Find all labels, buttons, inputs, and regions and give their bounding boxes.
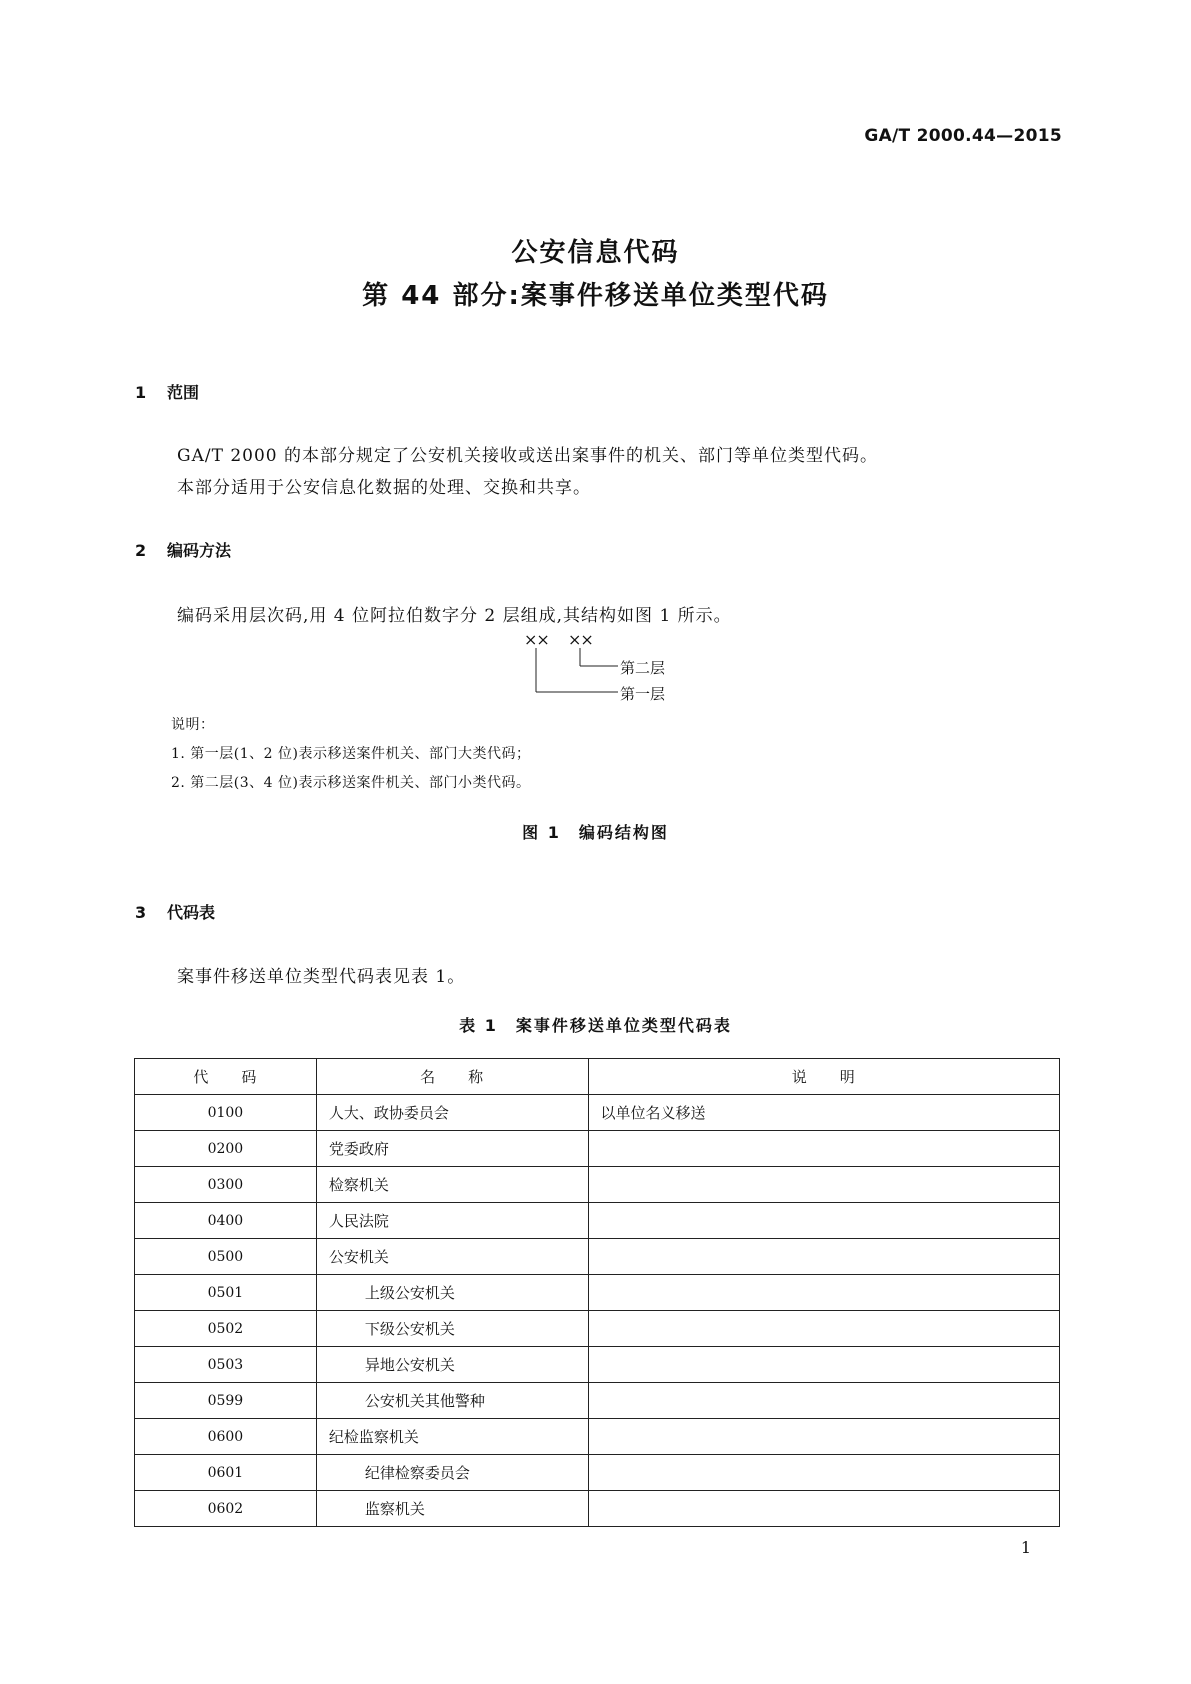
description-cell — [588, 1383, 1059, 1419]
code-cell: 0502 — [135, 1311, 317, 1347]
table-row — [135, 1239, 1060, 1275]
section-2-paragraph-1: 编码采用层次码,用 4 位阿拉伯数字分 2 层组成,其结构如图 1 所示。 — [177, 606, 732, 626]
code-cell: 0501 — [135, 1275, 317, 1311]
table-row — [135, 1383, 1060, 1419]
figure-note-2: 2. 第二层(3、4 位)表示移送案件机关、部门小类代码。 — [171, 775, 531, 791]
description-cell — [588, 1419, 1059, 1455]
name-cell: 公安机关其他警种 — [316, 1383, 588, 1419]
section-3-heading — [135, 900, 215, 923]
table-caption: 表 1 案事件移送单位类型代码表 — [459, 1016, 732, 1035]
column-header-name: 名 称 — [316, 1059, 588, 1095]
name-cell: 纪律检察委员会 — [316, 1455, 588, 1491]
description-cell — [588, 1167, 1059, 1203]
name-cell: 异地公安机关 — [316, 1347, 588, 1383]
name-cell: 检察机关 — [316, 1167, 588, 1203]
table-row — [135, 1419, 1060, 1455]
name-cell: 人大、政协委员会 — [316, 1095, 588, 1131]
standard-number: GA/T 2000.44—2015 — [864, 126, 1062, 146]
layer-2-label: 第二层 — [620, 659, 666, 677]
description-cell — [588, 1347, 1059, 1383]
figure-note-title: 说明： — [171, 717, 215, 733]
layer-1-label: 第一层 — [620, 685, 666, 703]
code-structure-lines — [520, 646, 620, 698]
section-1-heading — [135, 380, 199, 403]
section-2-heading — [135, 538, 231, 561]
section-title: 代码表 — [167, 903, 216, 922]
document-title: 公安信息代码 — [511, 238, 680, 268]
page-number: 1 — [1020, 1538, 1031, 1557]
description-cell: 以单位名义移送 — [588, 1095, 1059, 1131]
name-cell: 公安机关 — [316, 1239, 588, 1275]
description-cell — [588, 1491, 1059, 1527]
description-cell — [588, 1131, 1059, 1167]
section-number: 1 — [135, 383, 147, 402]
code-cell: 0100 — [135, 1095, 317, 1131]
column-header-code: 代 码 — [135, 1059, 317, 1095]
section-1-paragraph-1: GA/T 2000 的本部分规定了公安机关接收或送出案事件的机关、部门等单位类型代码。 — [177, 446, 878, 466]
description-cell — [588, 1275, 1059, 1311]
name-cell: 纪检监察机关 — [316, 1419, 588, 1455]
description-cell — [588, 1239, 1059, 1275]
name-cell: 党委政府 — [316, 1131, 588, 1167]
code-cell: 0601 — [135, 1455, 317, 1491]
table-row — [135, 1275, 1060, 1311]
column-header-description: 说 明 — [588, 1059, 1059, 1095]
code-table — [134, 1058, 1060, 1527]
section-1-paragraph-2: 本部分适用于公安信息化数据的处理、交换和共享。 — [177, 478, 591, 498]
description-cell — [588, 1311, 1059, 1347]
table-row — [135, 1167, 1060, 1203]
figure-caption: 图 1 编码结构图 — [522, 823, 669, 842]
name-cell: 监察机关 — [316, 1491, 588, 1527]
code-cell: 0300 — [135, 1167, 317, 1203]
table-header-row — [135, 1059, 1060, 1095]
table-row — [135, 1131, 1060, 1167]
name-cell: 下级公安机关 — [316, 1311, 588, 1347]
table-row — [135, 1491, 1060, 1527]
code-symbols-layer2: ×× — [568, 630, 593, 649]
section-title: 编码方法 — [167, 541, 232, 560]
section-title: 范围 — [167, 383, 200, 402]
document-subtitle: 第 44 部分:案事件移送单位类型代码 — [362, 281, 829, 311]
code-cell: 0200 — [135, 1131, 317, 1167]
section-number: 2 — [135, 541, 147, 560]
table-row — [135, 1203, 1060, 1239]
code-symbols-layer1: ×× — [524, 630, 549, 649]
table-row — [135, 1347, 1060, 1383]
description-cell — [588, 1455, 1059, 1491]
code-cell: 0599 — [135, 1383, 317, 1419]
description-cell — [588, 1203, 1059, 1239]
code-cell: 0400 — [135, 1203, 317, 1239]
section-number: 3 — [135, 903, 147, 922]
table-row — [135, 1095, 1060, 1131]
table-row — [135, 1311, 1060, 1347]
code-cell: 0500 — [135, 1239, 317, 1275]
code-cell: 0602 — [135, 1491, 317, 1527]
section-3-paragraph-1: 案事件移送单位类型代码表见表 1。 — [177, 967, 466, 987]
code-cell: 0503 — [135, 1347, 317, 1383]
figure-note-1: 1. 第一层(1、2 位)表示移送案件机关、部门大类代码； — [171, 746, 531, 762]
code-cell: 0600 — [135, 1419, 317, 1455]
name-cell: 上级公安机关 — [316, 1275, 588, 1311]
table-row — [135, 1455, 1060, 1491]
name-cell: 人民法院 — [316, 1203, 588, 1239]
